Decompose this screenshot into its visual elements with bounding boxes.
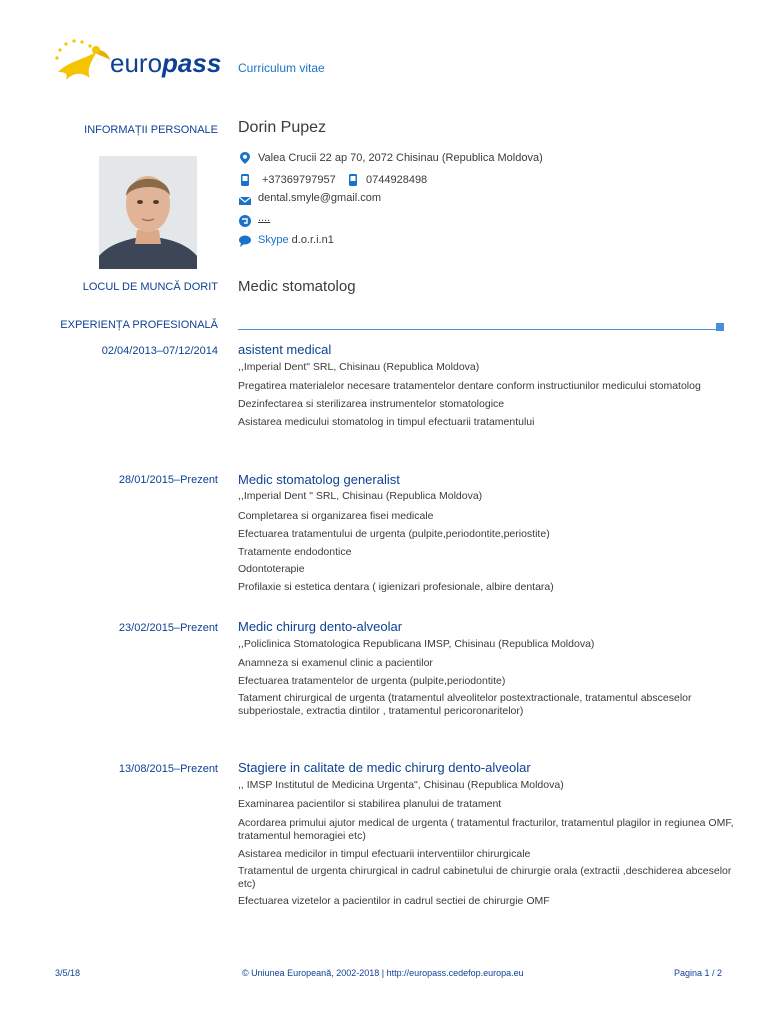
location-icon bbox=[238, 151, 252, 165]
job-duty: Efectuarea tratamentului de urgenta (pulpite,periodontite,periostite) bbox=[238, 528, 550, 540]
email-icon bbox=[238, 194, 252, 208]
job-duty: Profilaxie si estetica dentara ( igienizari profesionale, albire dentara) bbox=[238, 581, 554, 593]
job-date: 13/08/2015–Prezent bbox=[118, 763, 218, 775]
job-title: Medic chirurg dento-alveolar bbox=[238, 619, 403, 634]
section-divider-marker bbox=[716, 323, 724, 331]
website-icon bbox=[238, 214, 252, 228]
email-link[interactable]: dental.smyle@gmail.com bbox=[258, 192, 382, 204]
job-duty: Completarea si organizarea fisei medicale bbox=[238, 510, 434, 522]
section-divider bbox=[238, 329, 722, 330]
job-date: 28/01/2015–Prezent bbox=[118, 474, 218, 486]
job-duty: Anamneza si examenul clinic a pacientilor bbox=[238, 657, 433, 669]
europass-wordmark: europass bbox=[110, 48, 222, 78]
footer-copyright[interactable]: © Uniunea Europeană, 2002-2018 | http://europass.cedefop.europa.eu bbox=[242, 968, 524, 978]
job-duty: Tatament chirurgical de urgenta (tratamentul alveolitelor postextractionale, tratamentul absceselor subperiostale, extractia dintilor , tratamentul pericoronaritelor) bbox=[238, 692, 692, 717]
job-employer: ,,Imperial Dent " SRL, Chisinau (Republica Moldova) bbox=[238, 490, 483, 502]
website-link[interactable]: .... bbox=[258, 212, 271, 224]
job-employer: ,,Policlinica Stomatologica Republicana IMSP, Chisinau (Republica Moldova) bbox=[238, 638, 595, 650]
job-employer: ,, IMSP Institutul de Medicina Urgenta", Chisinau (Republica Moldova) bbox=[238, 779, 564, 791]
phone-1[interactable]: +37369797957 bbox=[262, 174, 336, 186]
profile-photo bbox=[99, 156, 197, 269]
job-title: asistent medical bbox=[238, 342, 332, 357]
job-duty: Examinarea pacientilor si stabilirea planului de tratament bbox=[238, 798, 502, 810]
job-title: Medic stomatolog generalist bbox=[238, 472, 400, 487]
job-employer: ,,Imperial Dent" SRL, Chisinau (Republica Moldova) bbox=[238, 361, 480, 373]
full-name: Dorin Pupez bbox=[238, 119, 327, 136]
footer-page-number: Pagina 1 / 2 bbox=[673, 968, 722, 978]
footer-date: 3/5/18 bbox=[55, 968, 81, 978]
phone-2[interactable]: 0744928498 bbox=[366, 174, 428, 186]
job-duty: Efectuarea vizetelor a pacientilor in cadrul sectiei de chirurgie OMF bbox=[238, 895, 550, 907]
job-duty: Efectuarea tratamentelor de urgenta (pulpite,periodontite) bbox=[238, 675, 506, 687]
skype-entry bbox=[258, 234, 334, 246]
job-date: 02/04/2013–07/12/2014 bbox=[101, 345, 218, 357]
europass-logo-icon bbox=[52, 38, 112, 90]
chat-icon bbox=[238, 234, 252, 248]
skype-id: d.o.r.i.n1 bbox=[291, 234, 334, 246]
job-duty: Asistarea medicului stomatolog in timpul efectuarii tratamentului bbox=[238, 416, 535, 428]
phone-icon bbox=[238, 173, 252, 187]
job-date: 23/02/2015–Prezent bbox=[118, 622, 218, 634]
job-duty: Odontoterapie bbox=[238, 563, 305, 575]
job-duty: Pregatirea materialelor necesare tratamentelor dentare conform instructiunilor medicului stomatolog bbox=[238, 380, 701, 392]
job-duty: Tratamentul de urgenta chirurgical in cadrul cabinetului de chirurgie orala (extractii ,deschiderea abceselor etc) bbox=[238, 865, 732, 890]
job-duty: Tratamente endodontice bbox=[238, 546, 352, 558]
job-duty: Asistarea medicilor in timpul efectuarii interventiilor chirurgicale bbox=[238, 848, 531, 860]
desired-job-label: LOCUL DE MUNCĂ DORIT bbox=[82, 281, 218, 293]
document-title: Curriculum vitae bbox=[238, 61, 325, 75]
mobile-icon bbox=[346, 173, 360, 187]
personal-info-label: INFORMAȚII PERSONALE bbox=[84, 124, 218, 136]
desired-job-value: Medic stomatolog bbox=[238, 278, 356, 295]
job-duty: Acordarea primului ajutor medical de urgenta ( tratamentul fracturilor, tratamentul plagilor in regiunea OMF, tratamentul hemoragiei etc) bbox=[238, 817, 734, 842]
job-duty: Dezinfectarea si sterilizarea instrumentelor stomatologice bbox=[238, 398, 505, 410]
job-title: Stagiere in calitate de medic chirurg dento-alveolar bbox=[238, 760, 531, 775]
skype-label: Skype bbox=[258, 234, 289, 246]
experience-label: EXPERIENȚA PROFESIONALĂ bbox=[60, 319, 218, 331]
address-text: Valea Crucii 22 ap 70, 2072 Chisinau (Republica Moldova) bbox=[258, 152, 543, 164]
